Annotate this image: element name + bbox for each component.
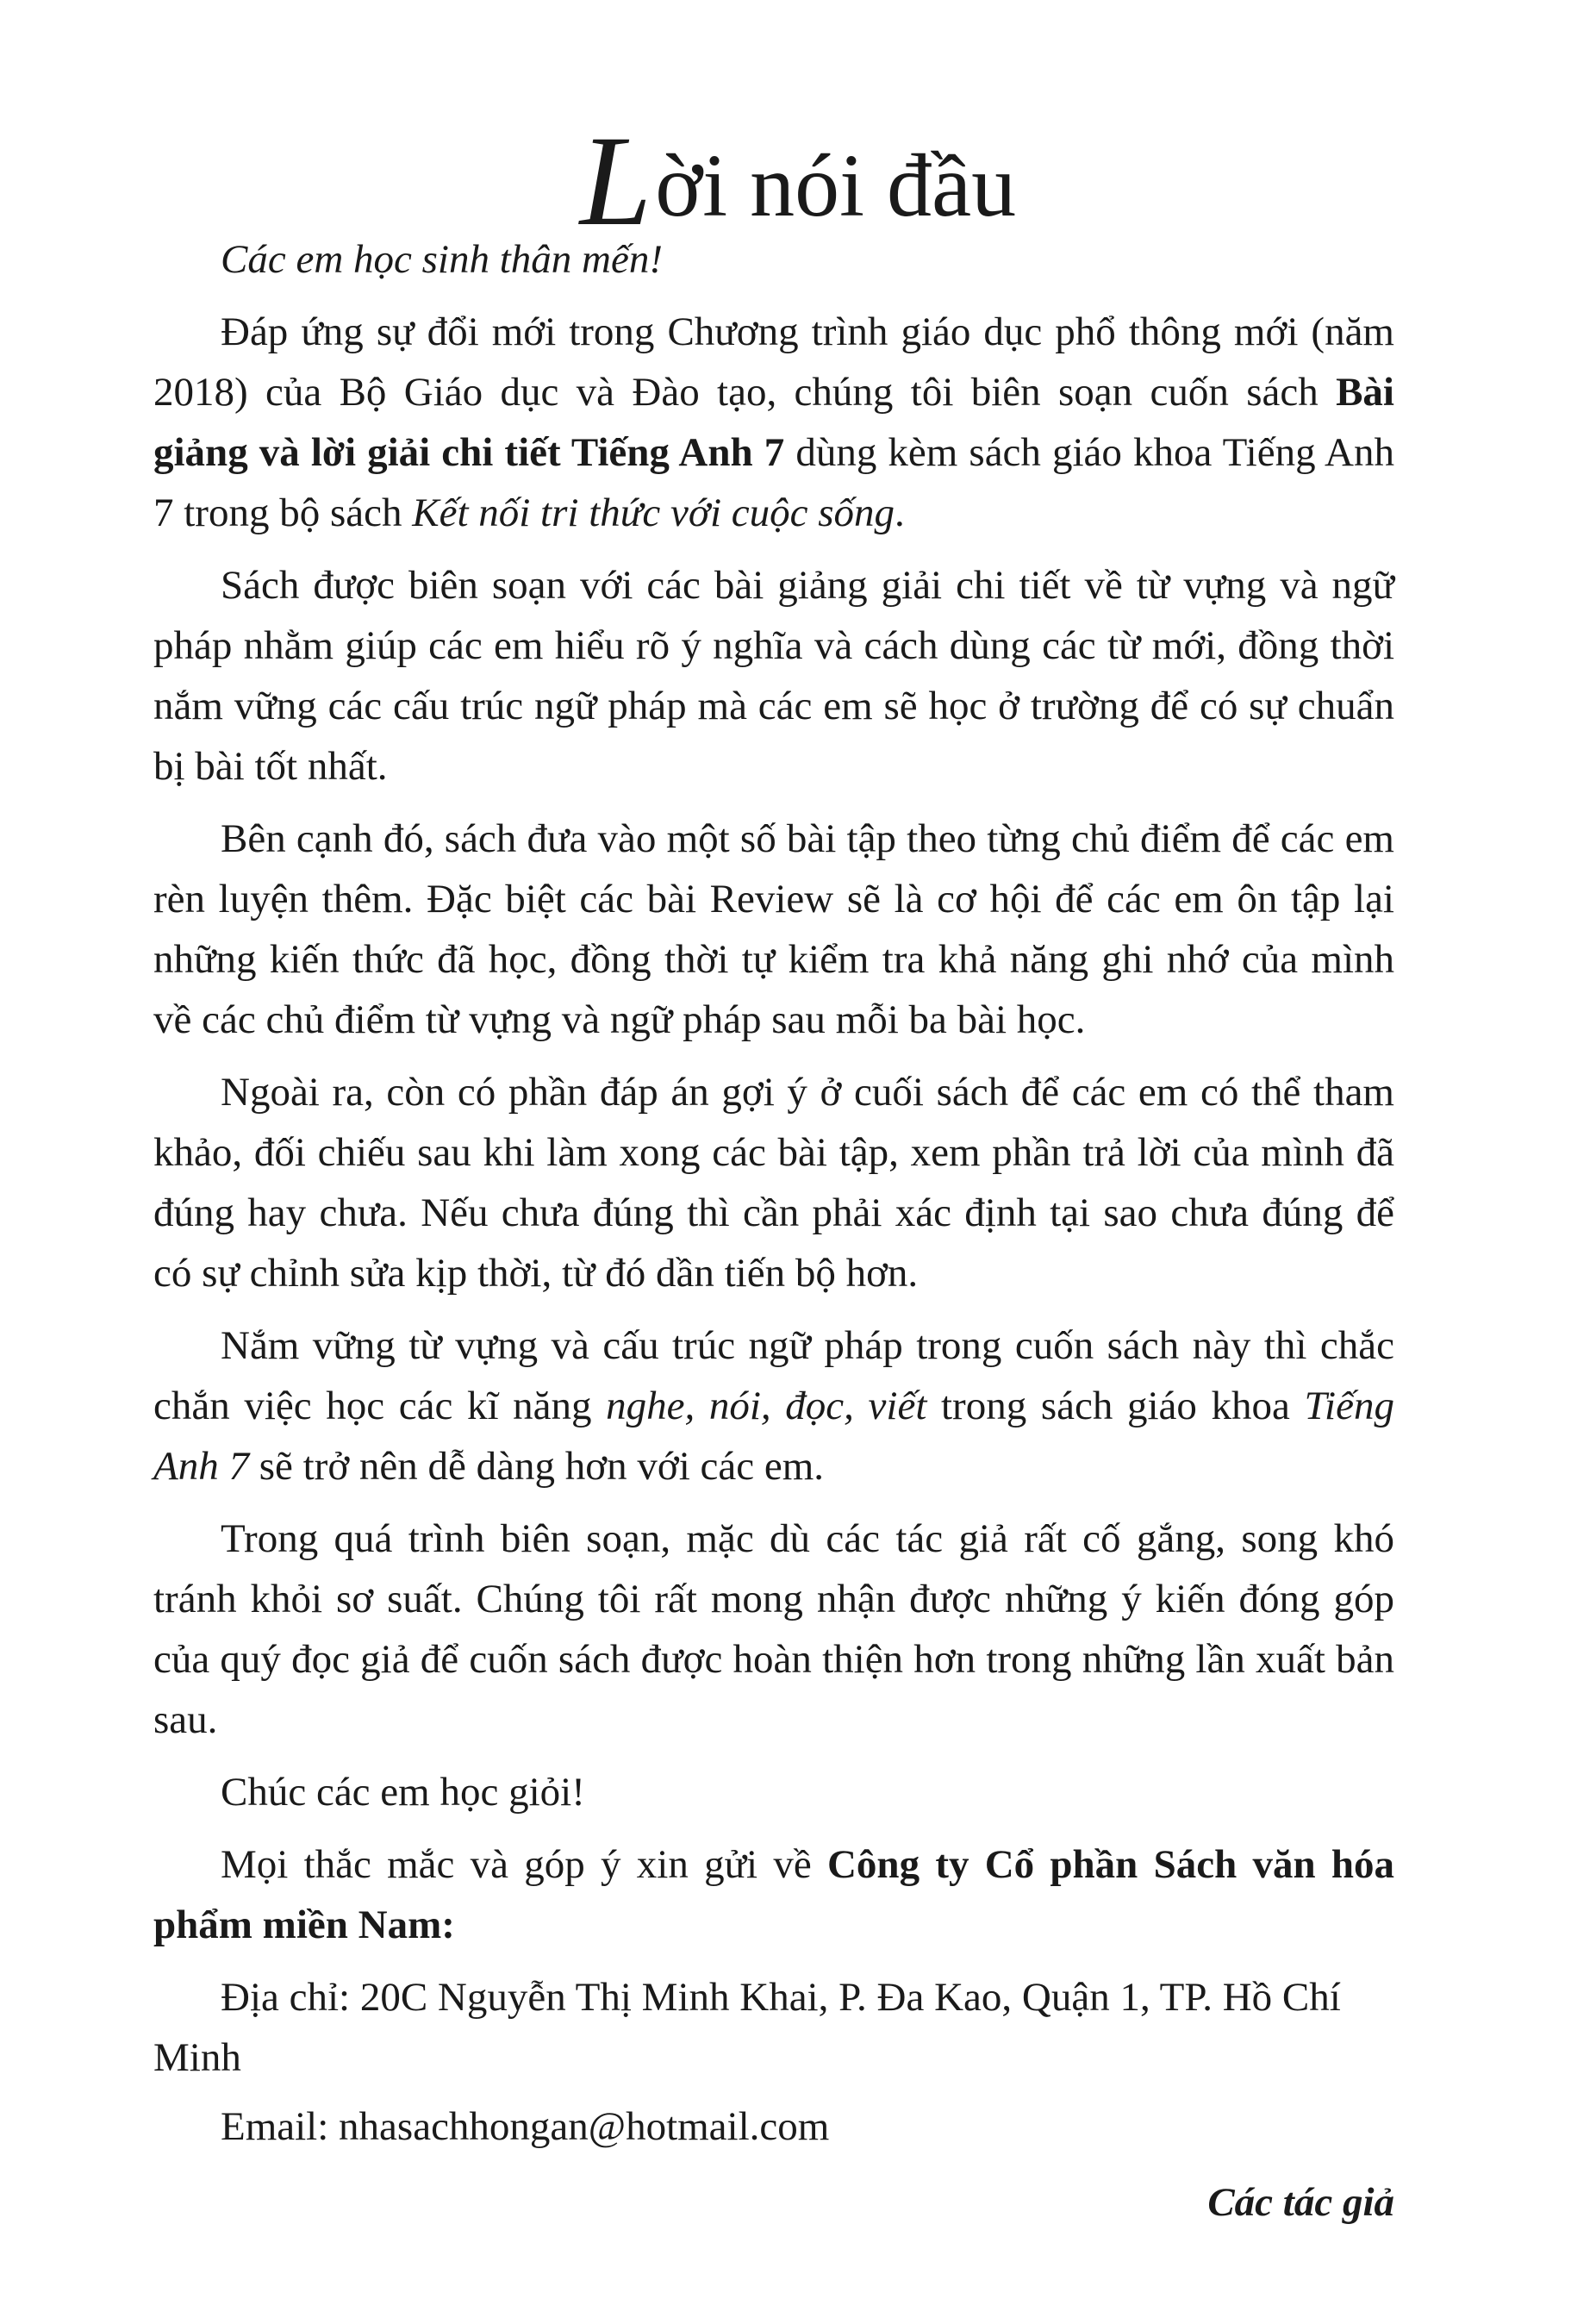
paragraph-5-text-c: sẽ trở nên dễ dàng hơn với các em. — [248, 1444, 825, 1489]
title-text: ời nói đầu — [655, 136, 1017, 235]
greeting: Các em học sinh thân mến! — [221, 237, 663, 282]
book-title: Bài giảng và lời giải chi tiết Tiếng Anh 7 — [153, 370, 1394, 475]
contact-address: Địa chỉ: 20C Nguyễn Thị Minh Khai, P. Đa Kao, Quận 1, TP. Hồ Chí Minh — [153, 1975, 1341, 2080]
paragraph-6: Trong quá trình biên soạn, mặc dù các tác giả rất cố gắng, song khó tránh khỏi sơ suất. Chúng tôi rất mong nhận được những ý kiến đóng góp của quý đọc giả để cuốn sách được hoàn thiện hơn trong những lần xuất bản sau. — [153, 1516, 1394, 1742]
paragraph-1 — [153, 302, 1394, 543]
paragraph-1-text-c: . — [895, 490, 905, 535]
paragraph-5 — [153, 1315, 1394, 1496]
signature: Các tác giả — [1207, 2180, 1394, 2225]
paragraph-2: Sách được biên soạn với các bài giảng giải chi tiết về từ vựng và ngữ pháp nhằm giúp các em hiểu rõ ý nghĩa và cách dùng các từ mới, đồng thời nắm vững các cấu trúc ngữ pháp mà các em sẽ học ở trường để có sự chuẩn bị bài tốt nhất. — [153, 563, 1394, 789]
contact-intro-text: Mọi thắc mắc và góp ý xin gửi về — [221, 1842, 827, 1887]
company-name: Công ty Cổ phần Sách văn hóa phẩm miền Nam: — [153, 1842, 1394, 1947]
title-dropcap: L — [579, 109, 652, 253]
closing-wish: Chúc các em học giỏi! — [221, 1770, 585, 1815]
page-title — [0, 109, 1596, 253]
contact-email: Email: nhasachhongan@hotmail.com — [221, 2104, 830, 2149]
paragraph-5-text-a: Nắm vững từ vựng và cấu trúc ngữ pháp trong cuốn sách này thì chắc chắn việc học các kĩ năng — [153, 1323, 1394, 1428]
paragraph-1-text-b: dùng kèm sách giáo khoa Tiếng Anh 7 trong bộ sách — [153, 430, 1394, 535]
paragraph-3: Bên cạnh đó, sách đưa vào một số bài tập theo từng chủ điểm để các em rèn luyện thêm. Đặc biệt các bài Review sẽ là cơ hội để các em ôn tập lại những kiến thức đã học, đồng thời tự kiểm tra khả năng ghi nhớ của mình về các chủ điểm từ vựng và ngữ pháp sau mỗi ba bài học. — [153, 816, 1394, 1042]
skills-text: nghe, nói, đọc, viết — [606, 1384, 927, 1428]
paragraph-4: Ngoài ra, còn có phần đáp án gợi ý ở cuối sách để các em có thể tham khảo, đối chiếu sau khi làm xong các bài tập, xem phần trả lời của mình đã đúng hay chưa. Nếu chưa đúng thì cần phải xác định tại sao chưa đúng để có sự chỉnh sửa kịp thời, từ đó dần tiến bộ hơn. — [153, 1070, 1394, 1296]
preface-body — [153, 229, 1394, 2245]
textbook-name: Tiếng Anh 7 — [153, 1384, 1394, 1489]
paragraph-1-text-a: Đáp ứng sự đổi mới trong Chương trình giáo dục phổ thông mới (năm 2018) của Bộ Giáo dục và Đào tạo, chúng tôi biên soạn cuốn sách — [153, 309, 1394, 415]
paragraph-5-text-b: trong sách giáo khoa — [926, 1384, 1305, 1428]
contact-intro — [153, 1834, 1394, 1955]
book-series: Kết nối tri thức với cuộc sống — [412, 490, 895, 535]
